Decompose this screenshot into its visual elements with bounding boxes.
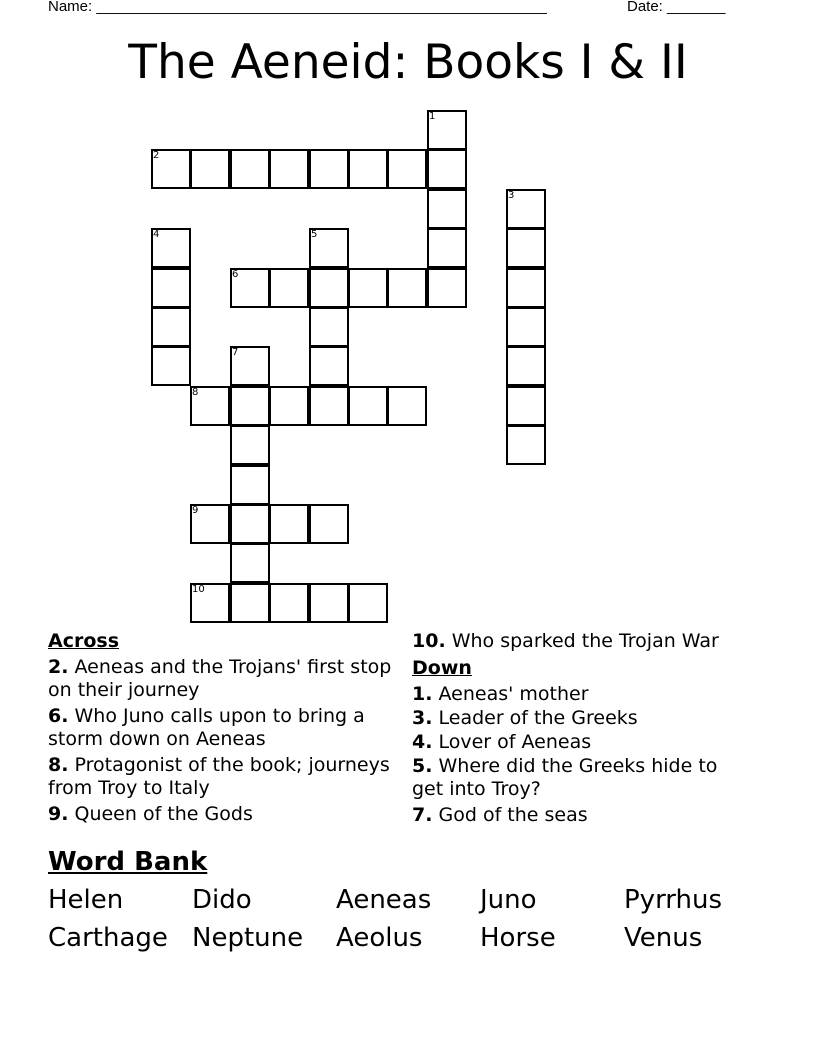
grid-cell[interactable] bbox=[269, 149, 309, 189]
grid-cell[interactable] bbox=[269, 583, 309, 623]
clue-text: Queen of the Gods bbox=[74, 803, 253, 825]
grid-cell[interactable] bbox=[151, 346, 191, 386]
word-bank-word: Helen bbox=[48, 885, 124, 915]
grid-cell[interactable] bbox=[309, 583, 349, 623]
clue-down-7 bbox=[412, 804, 792, 827]
clue-number: 10. bbox=[412, 630, 446, 652]
grid-cell[interactable] bbox=[309, 268, 349, 308]
date-field[interactable]: Date: _______ bbox=[627, 0, 726, 15]
grid-cell[interactable] bbox=[506, 386, 546, 426]
clue-number-label: 2 bbox=[153, 150, 160, 161]
clue-number: 5. bbox=[412, 755, 433, 777]
grid-cell[interactable] bbox=[427, 228, 467, 268]
clue-number-label: 10 bbox=[192, 584, 205, 595]
grid-cell[interactable] bbox=[506, 268, 546, 308]
across-clues bbox=[48, 630, 398, 826]
grid-cell[interactable] bbox=[427, 149, 467, 189]
clue-number: 1. bbox=[412, 683, 433, 705]
word-bank-word: Aeneas bbox=[336, 885, 432, 915]
word-bank-word: Neptune bbox=[192, 923, 304, 953]
grid-cell[interactable] bbox=[309, 149, 349, 189]
grid-cell[interactable] bbox=[348, 268, 388, 308]
clue-down-1 bbox=[412, 683, 792, 706]
grid-cell[interactable] bbox=[348, 386, 388, 426]
grid-cell[interactable] bbox=[230, 425, 270, 465]
clue-number: 2. bbox=[48, 656, 69, 678]
clue-number-label: 6 bbox=[232, 269, 239, 280]
page-title: The Aeneid: Books I & II bbox=[128, 35, 688, 90]
clue-text: Leader of the Greeks bbox=[438, 707, 638, 729]
grid-cell[interactable] bbox=[427, 268, 467, 308]
clue-down-5 bbox=[412, 755, 742, 801]
word-bank-heading: Word Bank bbox=[48, 847, 208, 877]
clue-text: Who Juno calls upon to bring a storm down on Aeneas bbox=[48, 705, 365, 750]
grid-cell[interactable] bbox=[269, 504, 309, 544]
grid-cell[interactable] bbox=[151, 307, 191, 347]
grid-cell[interactable] bbox=[309, 346, 349, 386]
grid-cell[interactable] bbox=[348, 149, 388, 189]
word-bank-word: Pyrrhus bbox=[624, 885, 723, 915]
clue-number: 9. bbox=[48, 803, 69, 825]
clue-text: Protagonist of the book; journeys from Troy to Italy bbox=[48, 754, 390, 799]
clue-text: God of the seas bbox=[438, 804, 588, 826]
clue-down-4 bbox=[412, 731, 792, 754]
grid-cell[interactable] bbox=[269, 268, 309, 308]
clue-text: Who sparked the Trojan War bbox=[451, 630, 719, 652]
grid-cell[interactable] bbox=[230, 386, 270, 426]
clue-number-label: 5 bbox=[311, 229, 318, 240]
clue-number: 7. bbox=[412, 804, 433, 826]
grid-cell[interactable] bbox=[190, 149, 230, 189]
clue-number-label: 8 bbox=[192, 387, 199, 398]
across-heading: Across bbox=[48, 630, 120, 652]
clue-down-3 bbox=[412, 707, 792, 730]
clue-text: Lover of Aeneas bbox=[438, 731, 592, 753]
clue-number: 6. bbox=[48, 705, 69, 727]
grid-cell[interactable] bbox=[309, 386, 349, 426]
clue-across-10 bbox=[412, 630, 792, 653]
grid-cell[interactable] bbox=[230, 504, 270, 544]
word-bank-word: Venus bbox=[624, 923, 703, 953]
grid-cell[interactable] bbox=[348, 583, 388, 623]
word-bank-word: Horse bbox=[480, 923, 556, 953]
grid-cell[interactable] bbox=[387, 386, 427, 426]
grid-cell[interactable] bbox=[387, 149, 427, 189]
grid-cell[interactable] bbox=[230, 543, 270, 583]
grid-cell[interactable] bbox=[230, 149, 270, 189]
grid-cell[interactable] bbox=[506, 307, 546, 347]
grid-cell[interactable] bbox=[269, 386, 309, 426]
clue-number-label: 4 bbox=[153, 229, 160, 240]
right-clue-column bbox=[412, 630, 792, 827]
grid-cell[interactable] bbox=[151, 268, 191, 308]
word-bank-word: Aeolus bbox=[336, 923, 423, 953]
down-heading: Down bbox=[412, 657, 472, 679]
clue-number-label: 7 bbox=[232, 347, 239, 358]
grid-cell[interactable] bbox=[230, 465, 270, 505]
clue-text: Aeneas and the Trojans' first stop on their journey bbox=[48, 656, 392, 701]
name-field[interactable]: Name: ______________________________________________________ bbox=[48, 0, 547, 15]
grid-cell[interactable] bbox=[506, 425, 546, 465]
grid-cell[interactable] bbox=[230, 583, 270, 623]
clue-text: Where did the Greeks hide to get into Troy? bbox=[412, 755, 718, 800]
clue-across-6 bbox=[48, 705, 398, 751]
grid-cell[interactable] bbox=[427, 189, 467, 229]
word-bank-word: Carthage bbox=[48, 923, 168, 953]
grid-cell[interactable] bbox=[387, 268, 427, 308]
clue-number: 8. bbox=[48, 754, 69, 776]
clue-across-8 bbox=[48, 754, 398, 800]
grid-cell[interactable] bbox=[309, 307, 349, 347]
clue-text: Aeneas' mother bbox=[438, 683, 589, 705]
word-bank-word: Juno bbox=[480, 885, 537, 915]
clue-number-label: 3 bbox=[508, 190, 515, 201]
clue-across-9 bbox=[48, 803, 398, 826]
clue-number-label: 9 bbox=[192, 505, 199, 516]
grid-cell[interactable] bbox=[309, 504, 349, 544]
grid-cell[interactable] bbox=[506, 346, 546, 386]
clue-number-label: 1 bbox=[429, 111, 436, 122]
clue-number: 3. bbox=[412, 707, 433, 729]
clue-across-2 bbox=[48, 656, 398, 702]
clue-number: 4. bbox=[412, 731, 433, 753]
word-bank-word: Dido bbox=[192, 885, 252, 915]
grid-cell[interactable] bbox=[506, 228, 546, 268]
